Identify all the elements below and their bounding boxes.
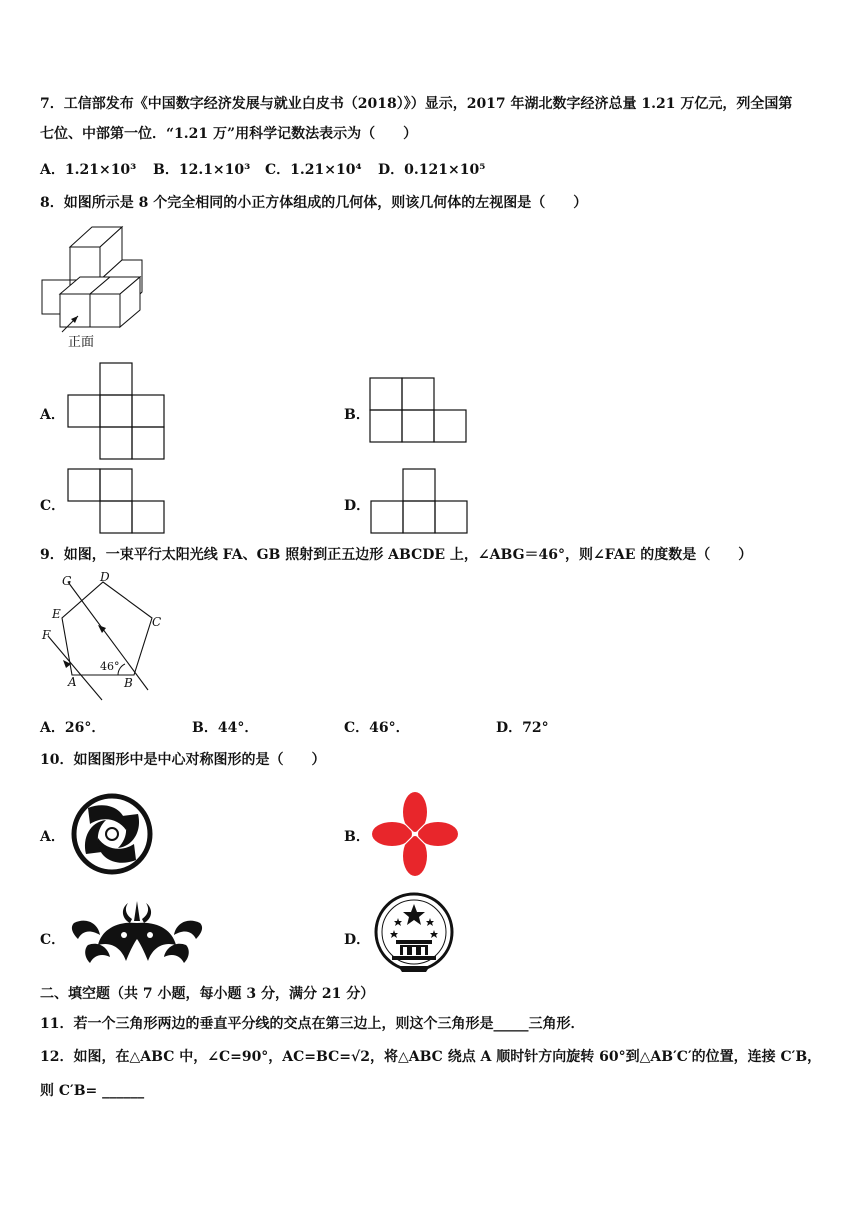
q8-option-a-label: A．: [40, 407, 65, 423]
label-e: E: [52, 607, 61, 621]
label-d: D: [100, 570, 110, 584]
q10-option-d-national-emblem-icon: [372, 890, 456, 976]
q8-option-b-label: B．: [344, 407, 370, 423]
q7-option-c: C．1.21×10⁴: [265, 162, 362, 178]
label-g: G: [62, 574, 72, 588]
q8-option-d-label: D．: [344, 498, 371, 514]
q10-option-d-label: D．: [344, 932, 371, 948]
q7-option-b: B．12.1×10³: [153, 162, 251, 178]
q8-option-c-figure: [66, 468, 166, 536]
q8-cube-figure: [40, 222, 150, 350]
q9-pentagon-figure: [40, 570, 170, 695]
q9-option-b: B．44°．: [192, 720, 259, 736]
q10-option-b-flower-icon: [370, 790, 460, 878]
label-a: A: [68, 675, 77, 689]
q7-option-a: A．1.21×10³: [40, 162, 137, 178]
q12-line2: 则 C′B= ______: [40, 1083, 145, 1099]
q8-text: 8．如图所示是 8 个完全相同的小正方体组成的几何体，则该几何体的左视图是（ ）: [40, 195, 588, 211]
q7-line1: 7．工信部发布《中国数字经济发展与就业白皮书（2018）》）显示，2017 年湖北数字经济总量 1.21 万亿元，列全国第: [40, 96, 793, 112]
q8-option-b-figure: [369, 377, 469, 445]
q9-option-c: C．46°．: [344, 720, 410, 736]
section-2-title: 二、填空题（共 7 小题，每小题 3 分，满分 21 分）: [40, 986, 375, 1002]
q9-option-d: D．72°: [496, 720, 549, 736]
q10-option-a-emblem-icon: [68, 790, 156, 878]
q12-line1: 12．如图，在△ABC 中，∠C=90°，AC=BC=√2，将△ABC 绕点 A 顺时针方向旋转 60°到△AB′C′的位置，连接 C′B，: [40, 1049, 822, 1065]
label-b: B: [124, 676, 133, 690]
q10-option-c-label: C．: [40, 932, 66, 948]
q11-text: 11．若一个三角形两边的垂直平分线的交点在第三边上，则这个三角形是_____三角形．: [40, 1016, 585, 1032]
q8-option-d-figure: [369, 468, 469, 536]
q10-option-c-birds-icon: [68, 893, 206, 975]
label-angle: 46°: [100, 660, 120, 673]
q8-option-a-figure: [66, 362, 166, 460]
q9-option-a: A．26°．: [40, 720, 106, 736]
q9-text: 9．如图，一束平行太阳光线 FA、GB 照射到正五边形 ABCDE 上，∠ABG＝46°，则∠FAE 的度数是（ ）: [40, 547, 753, 563]
label-f: F: [42, 628, 51, 642]
q7-option-d: D．0.121×10⁵: [378, 162, 486, 178]
q7-line2: 七位、中部第一位．“1.21 万”用科学记数法表示为（ ）: [40, 126, 418, 142]
q10-option-b-label: B．: [344, 829, 370, 845]
q8-option-c-label: C．: [40, 498, 66, 514]
front-label: 正面: [68, 335, 95, 350]
label-c: C: [152, 615, 162, 629]
q10-text: 10．如图图形中是中心对称图形的是（ ）: [40, 752, 326, 768]
q10-option-a-label: A．: [40, 829, 65, 845]
